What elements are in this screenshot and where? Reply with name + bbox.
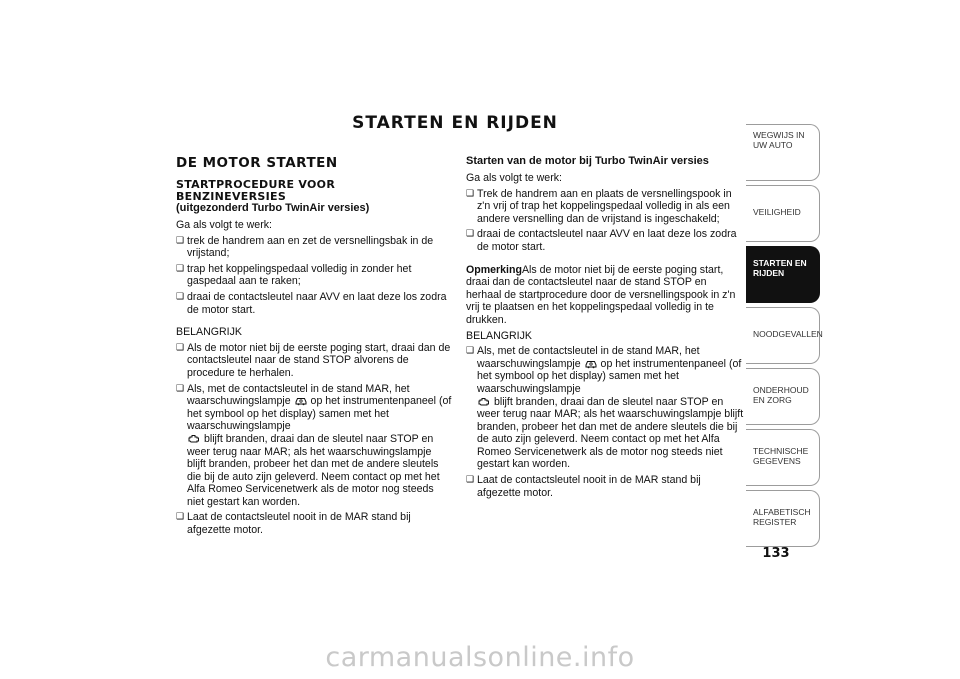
right-column — [466, 155, 744, 502]
list-item: ❑ trap het koppelingspedaal volledig in zonder het gaspedaal aan te raken; — [176, 263, 452, 288]
list-item-text: blijft branden, draai dan de sleutel naar STOP en weer terug naar MAR; als het waarschuwingslampje blijft branden, probeer het dan met de andere sleutels die bij de auto zijn geleverd. Neem contact op met het Alfa Romeo Servicenetwerk als de motor nog steeds niet gestart kan worden. — [187, 432, 440, 508]
page-number: 133 — [762, 546, 790, 561]
page-title: STARTEN EN RIJDEN — [352, 113, 558, 133]
list-item-text: op het instrumentenpaneel (of het symbool op het display) samen met het waarschuwingslampje — [477, 357, 742, 395]
list-item: ❑ Trek de handrem aan en plaats de versnellingspook in z'n vrij of trap het koppelingspedaal volledig in als een andere versnelling dan de vrijstand is ingeschakeld; — [466, 188, 744, 226]
important-list — [466, 345, 744, 499]
list-item-text: Als, met de contactsleutel in de stand MAR, het waarschuwingslampje — [477, 345, 700, 370]
remark-paragraph — [466, 264, 744, 327]
watermark: carmanualsonline.info — [325, 642, 635, 673]
tab-noodgevallen[interactable]: NOODGEVALLEN — [746, 307, 820, 364]
subheading-note: (uitgezonderd Turbo TwinAir versies) — [176, 202, 370, 214]
tab-technische-gegevens[interactable]: TECHNISCHE GEGEVENS — [746, 429, 820, 486]
subheading-line1: STARTPROCEDURE VOOR — [176, 178, 336, 191]
important-list — [176, 342, 452, 537]
list-item-text: blijft branden, draai dan de sleutel naar STOP en weer terug naar MAR; als het waarschuwingslampje blijft branden, probeer het dan met de andere sleutels die bij de auto zijn geleverd. Neem contact op met het Alfa Romeo Servicenetwerk als de motor nog steeds niet gestart kan worden. — [477, 395, 744, 471]
list-item: ❑ Laat de contactsleutel nooit in de MAR stand bij afgezette motor. — [176, 511, 452, 536]
list-item — [176, 383, 452, 509]
list-item: ❑ draai de contactsleutel naar AVV en laat deze los zodra de motor start. — [466, 228, 744, 253]
engine-warning-icon — [188, 433, 200, 444]
remark-label: Opmerking — [466, 263, 522, 276]
tab-wegwijs[interactable]: WEGWIJS IN UW AUTO — [746, 124, 820, 181]
list-item — [466, 345, 744, 471]
subheading-line2: BENZINEVERSIES — [176, 189, 287, 203]
car-key-warning-icon — [585, 358, 597, 369]
tab-starten-en-rijden[interactable]: STARTEN EN RIJDEN — [746, 246, 820, 303]
remark-text: Als de motor niet bij de eerste poging start, draai dan de contactsleutel naar de stand STOP en herhaal de startprocedure door de versnellingspook in z'n vrij te plaatsen en het koppelingspedaal volledig in te drukken. — [466, 263, 736, 326]
list-item-text: Als, met de contactsleutel in de stand MAR, het waarschuwingslampje — [187, 382, 410, 408]
intro-text: Ga als volgt te werk: — [466, 172, 562, 184]
tab-alfabetisch-register[interactable]: ALFABETISCH REGISTER — [746, 490, 820, 547]
tab-veiligheid[interactable]: VEILIGHEID — [746, 185, 820, 242]
subsection-heading: Starten van de motor bij Turbo TwinAir versies — [466, 155, 709, 167]
list-item: ❑ Als de motor niet bij de eerste poging start, draai dan de contactsleutel naar de stand STOP alvorens de procedure te herhalen. — [176, 342, 452, 380]
important-label: BELANGRIJK — [466, 329, 532, 342]
engine-warning-icon — [478, 396, 490, 407]
car-key-warning-icon — [295, 395, 307, 406]
left-column — [176, 155, 452, 540]
tab-onderhoud[interactable]: ONDERHOUD EN ZORG — [746, 368, 820, 425]
list-item-text: op het instrumentenpaneel (of het symbool op het display) samen met het waarschuwingslampje — [187, 395, 452, 433]
steps-list — [466, 188, 744, 254]
intro-text: Ga als volgt te werk: — [176, 219, 272, 231]
list-item: ❑ draai de contactsleutel naar AVV en laat deze los zodra de motor start. — [176, 291, 452, 316]
chapter-tabs — [746, 124, 823, 551]
section-heading: DE MOTOR STARTEN — [176, 155, 338, 171]
important-label: BELANGRIJK — [176, 326, 242, 339]
list-item: ❑ trek de handrem aan en zet de versnellingsbak in de vrijstand; — [176, 235, 452, 260]
steps-list — [176, 235, 452, 317]
list-item: ❑ Laat de contactsleutel nooit in de MAR stand bij afgezette motor. — [466, 474, 744, 499]
